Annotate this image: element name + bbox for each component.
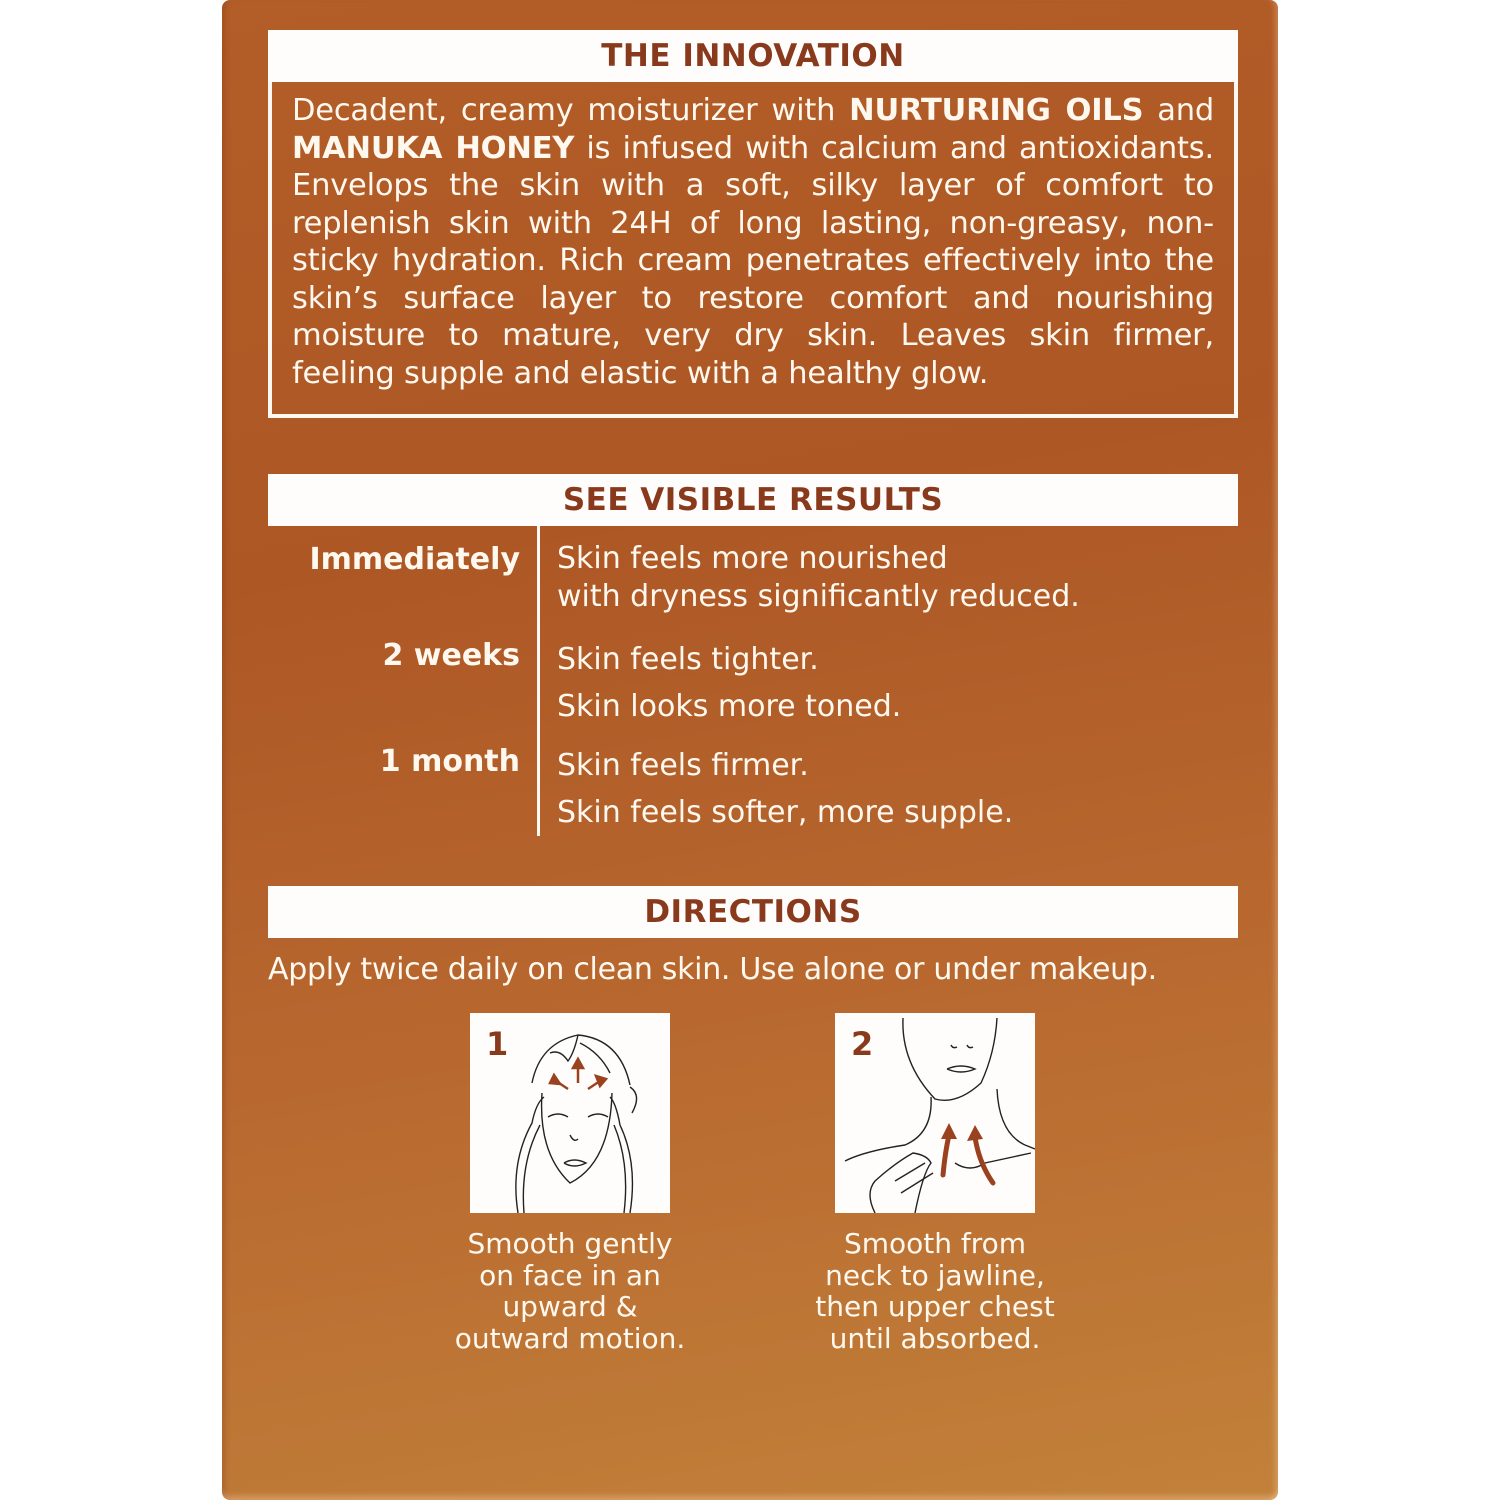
results-title: SEE VISIBLE RESULTS — [268, 474, 1238, 526]
caption-line: neck to jawline, — [825, 1258, 1045, 1292]
innovation-box — [268, 30, 1238, 418]
results-when: 2 weeks — [382, 638, 520, 673]
innovation-text-part: Decadent, creamy moisturizer with — [292, 93, 850, 128]
results-desc — [557, 742, 1013, 836]
results-when: 1 month — [379, 744, 520, 779]
results-when: Immediately — [309, 542, 520, 577]
results-line: Skin feels tighter. — [557, 642, 819, 677]
caption-line: on face in an — [479, 1258, 661, 1292]
caption-line: upward & — [502, 1290, 638, 1323]
results-divider — [537, 526, 540, 836]
step-number: 2 — [851, 1025, 874, 1063]
results-line: Skin feels softer, more supple. — [557, 795, 1014, 830]
caption-line: outward motion. — [454, 1321, 686, 1355]
innovation-title: THE INNOVATION — [268, 30, 1238, 82]
results-line: Skin feels firmer. — [557, 748, 809, 783]
innovation-text-part: is infused with calcium and antioxidants. Envelops the skin with a soft, silky layer of comfort to replenish skin with 24H of long lasting, non-greasy, non-sticky hydration. Rich cream penetrates effectively into the skin’s surface layer to restore comfort and nourishing moisture to mature, very dry skin. Leaves skin firmer, feeling supple and elastic with a healthy glow. — [292, 130, 1214, 391]
results-desc — [557, 636, 901, 730]
results-line: Skin looks more toned. — [557, 689, 902, 724]
step-2-illustration — [835, 1013, 1035, 1213]
results-line: Skin feels more nourished — [557, 541, 948, 576]
innovation-description — [272, 82, 1234, 392]
step-2-caption — [785, 1228, 1085, 1354]
caption-line: Smooth gently — [467, 1227, 673, 1260]
step-1-caption — [420, 1228, 720, 1354]
caption-line: until absorbed. — [829, 1321, 1041, 1355]
directions-text: Apply twice daily on clean skin. Use alone or under makeup. — [268, 952, 1157, 987]
directions-title: DIRECTIONS — [268, 886, 1238, 938]
caption-line: Smooth from — [843, 1227, 1027, 1260]
results-line: with dryness significantly reduced. — [557, 579, 1080, 614]
innovation-text-part: and — [1143, 93, 1215, 128]
results-table — [268, 526, 1238, 836]
manuka-honey-highlight: MANUKA HONEY — [292, 130, 575, 166]
step-number: 1 — [486, 1025, 509, 1063]
results-desc — [557, 540, 1080, 616]
nurturing-oils-highlight: NURTURING OILS — [849, 93, 1144, 128]
caption-line: then upper chest — [815, 1290, 1055, 1323]
step-1-illustration — [470, 1013, 670, 1213]
